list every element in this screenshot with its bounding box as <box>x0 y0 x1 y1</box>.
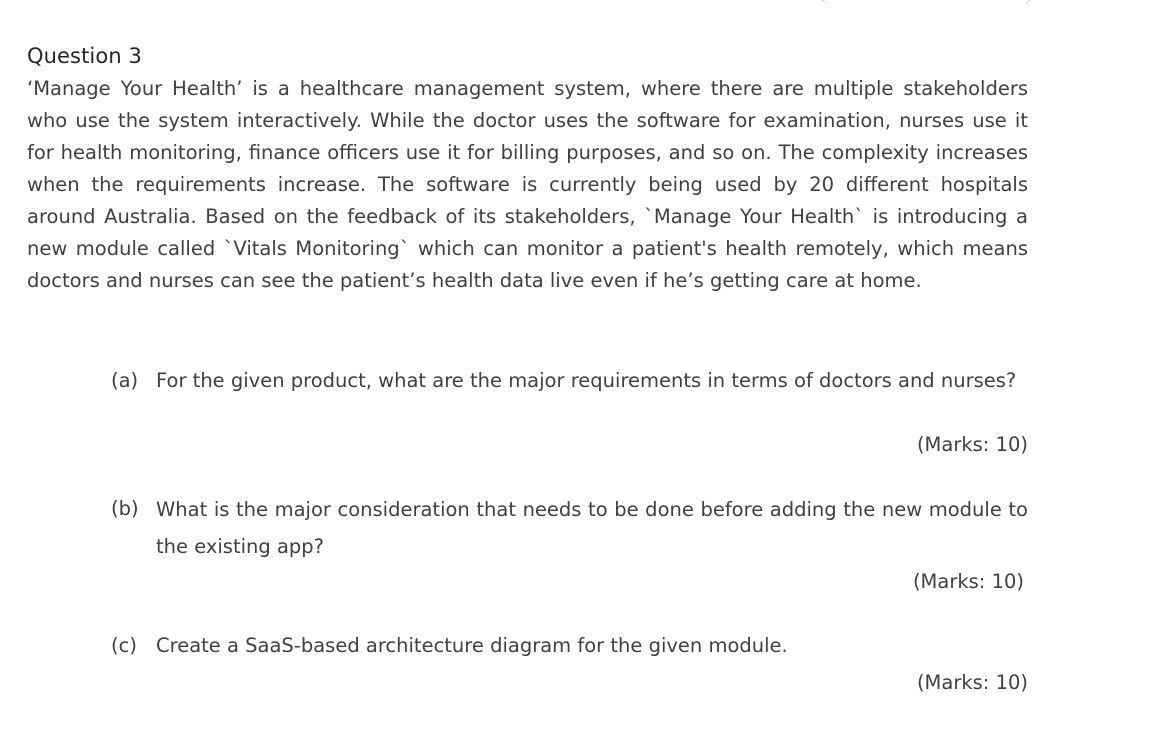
part-c <box>111 630 1028 662</box>
part-b-marks: (Marks: 10) <box>912 570 1024 593</box>
part-b-label: (b) <box>111 497 139 520</box>
part-a-label: (a) <box>111 369 139 392</box>
part-b <box>111 493 1028 565</box>
part-a <box>111 365 1028 397</box>
part-c-label: (c) <box>111 634 137 657</box>
part-b-text: What is the major consideration that needs to be done before adding the new module to the existing app? <box>156 498 1028 558</box>
part-a-marks: (Marks: 10) <box>916 433 1028 456</box>
cropped-frame-edge <box>820 0 1032 4</box>
question-title: Question 3 <box>27 44 142 68</box>
question-paragraph: ‘Manage Your Health’ is a healthcare management system, where there are multiple stakeholders who use the system interactively. While the doctor uses the software for examination, nurses use it for health monitoring, finance officers use it for billing purposes, and so on. The complexity increases when the requirements increase. The software is currently being used by 20 different hospitals around Australia. Based on the feedback of its stakeholders, `Manage Your Health` is introducing a new module called `Vitals Monitoring` which can monitor a patient's health remotely, which means doctors and nurses can see the patient’s health data live even if he’s getting care at home. <box>27 77 1028 292</box>
part-c-marks: (Marks: 10) <box>916 671 1028 694</box>
part-c-text: Create a SaaS-based architecture diagram for the given module. <box>156 634 788 657</box>
part-a-text: For the given product, what are the major requirements in terms of doctors and nurses? <box>156 369 1017 392</box>
